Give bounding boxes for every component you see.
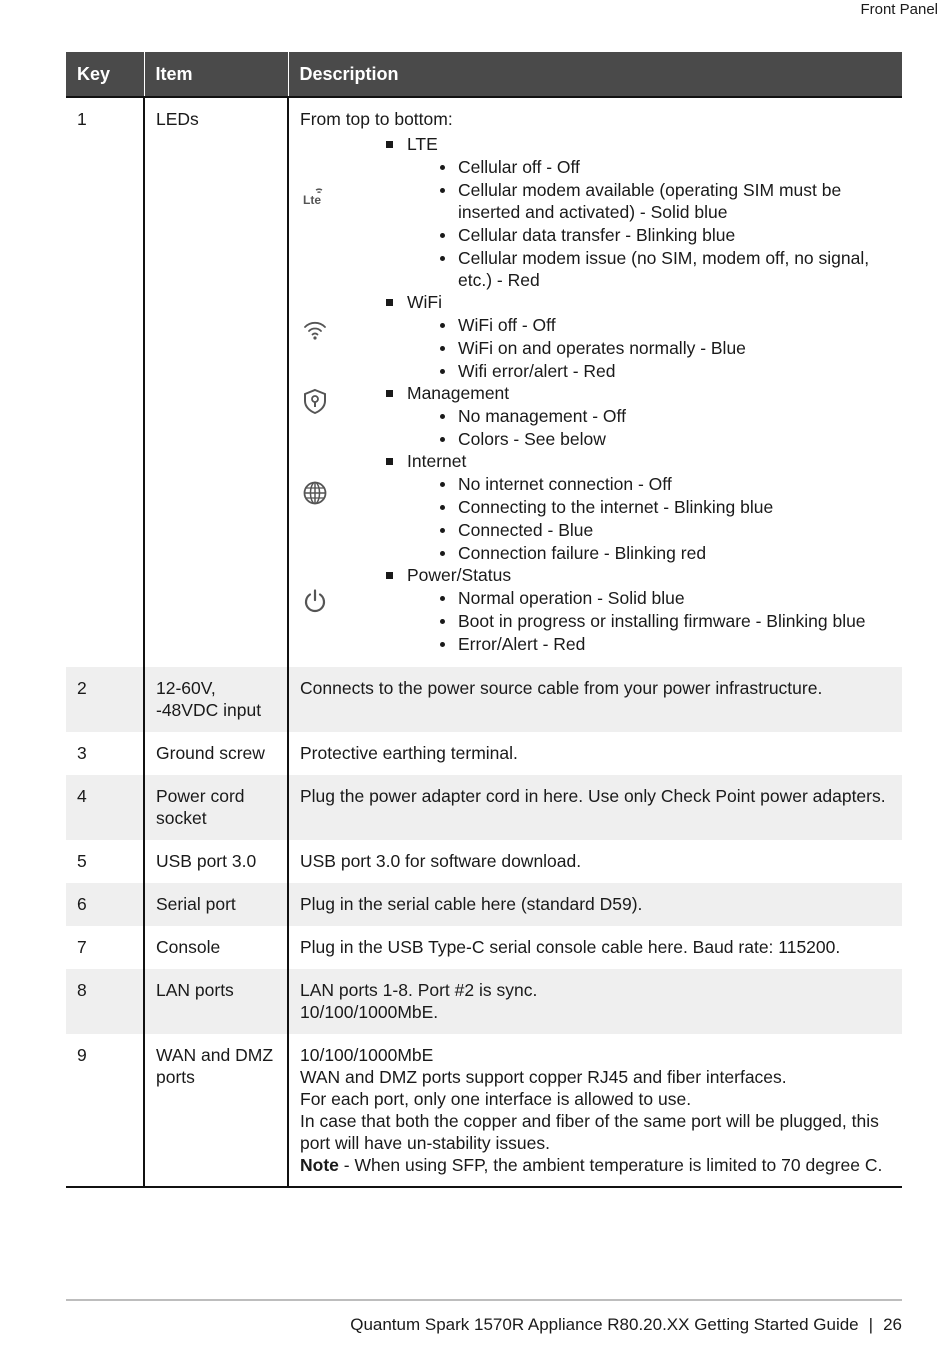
note-line bbox=[300, 1154, 891, 1176]
led-state-text: Normal operation - Solid blue bbox=[458, 588, 685, 608]
led-state-text: Connection failure - Blinking red bbox=[458, 543, 707, 563]
description-line: For each port, only one interface is allowed to use. bbox=[300, 1089, 692, 1109]
footer-title: Quantum Spark 1570R Appliance R80.20.XX Getting Started Guide bbox=[350, 1315, 859, 1334]
page-number: 26 bbox=[883, 1315, 902, 1334]
led-state-text: Cellular modem issue (no SIM, modem off, no signal, etc.) - Red bbox=[458, 248, 870, 290]
square-bullet-icon bbox=[386, 141, 393, 148]
led-state-item bbox=[436, 247, 891, 291]
description-cell bbox=[288, 775, 902, 840]
square-bullet-icon bbox=[386, 299, 393, 306]
table-row-leds bbox=[66, 97, 902, 667]
table-row bbox=[66, 926, 902, 969]
round-bullet-icon bbox=[440, 642, 445, 647]
led-state-text: Connecting to the internet - Blinking blue bbox=[458, 497, 774, 517]
led-state-item bbox=[436, 337, 891, 359]
led-state-text: No internet connection - Off bbox=[458, 474, 672, 494]
led-group bbox=[300, 564, 891, 655]
description-line: Plug in the serial cable here (standard D59). bbox=[300, 894, 643, 914]
description-cell bbox=[288, 1034, 902, 1187]
led-group bbox=[300, 291, 891, 382]
wifi-icon bbox=[302, 317, 328, 343]
round-bullet-icon bbox=[440, 619, 445, 624]
description-line: USB port 3.0 for software download. bbox=[300, 851, 582, 871]
item-cell: USB port 3.0 bbox=[144, 840, 288, 883]
round-bullet-icon bbox=[440, 346, 445, 351]
led-group-name: Management bbox=[407, 383, 510, 403]
lte-icon bbox=[302, 183, 328, 209]
round-bullet-icon bbox=[440, 528, 445, 533]
description-line: Connects to the power source cable from your power infrastructure. bbox=[300, 678, 823, 698]
item-cell: WAN and DMZ ports bbox=[144, 1034, 288, 1187]
section-header: Front Panel bbox=[860, 1, 938, 18]
table-row bbox=[66, 775, 902, 840]
led-group bbox=[300, 382, 891, 450]
round-bullet-icon bbox=[440, 437, 445, 442]
front-panel-table bbox=[66, 52, 902, 1188]
table-row bbox=[66, 667, 902, 732]
item-cell: Serial port bbox=[144, 883, 288, 926]
square-bullet-icon bbox=[386, 458, 393, 465]
power-icon bbox=[302, 588, 328, 614]
led-group-name: WiFi bbox=[407, 292, 442, 312]
led-state-item bbox=[436, 473, 891, 495]
table-row bbox=[66, 883, 902, 926]
table-header-row bbox=[66, 52, 902, 97]
round-bullet-icon bbox=[440, 596, 445, 601]
led-state-text: Boot in progress or installing firmware - Blinking blue bbox=[458, 611, 866, 631]
led-state-text: Connected - Blue bbox=[458, 520, 594, 540]
round-bullet-icon bbox=[440, 414, 445, 419]
led-state-text: Cellular off - Off bbox=[458, 157, 580, 177]
note-text: - When using SFP, the ambient temperature is limited to 70 degree C. bbox=[338, 1155, 883, 1175]
leds-intro: From top to bottom: bbox=[300, 109, 453, 129]
led-state-text: Wifi error/alert - Red bbox=[458, 361, 616, 381]
description-line: LAN ports 1-8. Port #2 is sync. bbox=[300, 980, 538, 1000]
led-state-item bbox=[436, 224, 891, 246]
led-state-item bbox=[436, 156, 891, 178]
footer-divider bbox=[66, 1299, 902, 1301]
round-bullet-icon bbox=[440, 551, 445, 556]
description-line: 10/100/1000MbE bbox=[300, 1045, 434, 1065]
led-state-text: No management - Off bbox=[458, 406, 626, 426]
led-group bbox=[300, 133, 891, 291]
led-state-text: Cellular data transfer - Blinking blue bbox=[458, 225, 736, 245]
item-cell: LEDs bbox=[144, 97, 288, 667]
description-line: 10/100/1000MbE. bbox=[300, 1002, 439, 1022]
table-row bbox=[66, 840, 902, 883]
description-line: WAN and DMZ ports support copper RJ45 and fiber interfaces. bbox=[300, 1067, 787, 1087]
led-state-item bbox=[436, 360, 891, 382]
key-cell: 9 bbox=[66, 1034, 144, 1187]
round-bullet-icon bbox=[440, 188, 445, 193]
table-row bbox=[66, 732, 902, 775]
description-cell bbox=[288, 732, 902, 775]
description-cell bbox=[288, 969, 902, 1034]
round-bullet-icon bbox=[440, 369, 445, 374]
description-line: In case that both the copper and fiber of the same port will be plugged, this port will have un-stability issues. bbox=[300, 1111, 879, 1153]
led-group-heading bbox=[386, 382, 891, 404]
led-state-item bbox=[436, 428, 891, 450]
description-cell bbox=[288, 883, 902, 926]
key-cell: 3 bbox=[77, 743, 87, 763]
item-cell: 12-60V, -48VDC input bbox=[144, 667, 288, 732]
led-state-item bbox=[436, 542, 891, 564]
round-bullet-icon bbox=[440, 233, 445, 238]
key-cell: 7 bbox=[77, 937, 87, 957]
column-header-item: Item bbox=[144, 52, 288, 97]
description-line: Plug in the USB Type-C serial console cable here. Baud rate: 115200. bbox=[300, 937, 841, 957]
led-state-text: Cellular modem available (operating SIM must be inserted and activated) - Solid blue bbox=[458, 180, 842, 222]
led-group-heading bbox=[386, 291, 891, 313]
led-group-name: Internet bbox=[407, 451, 467, 471]
description-line: Plug the power adapter cord in here. Use only Check Point power adapters. bbox=[300, 786, 886, 806]
led-state-item bbox=[436, 496, 891, 518]
key-cell: 5 bbox=[77, 851, 87, 871]
key-cell: 4 bbox=[66, 775, 144, 840]
round-bullet-icon bbox=[440, 256, 445, 261]
led-state-text: Error/Alert - Red bbox=[458, 634, 586, 654]
key-cell: 6 bbox=[66, 883, 144, 926]
led-group-heading bbox=[386, 133, 891, 155]
round-bullet-icon bbox=[440, 505, 445, 510]
led-group-list bbox=[300, 133, 891, 655]
shield-icon bbox=[302, 388, 328, 414]
led-state-item bbox=[436, 314, 891, 336]
footer-separator: | bbox=[868, 1315, 874, 1334]
led-state-text: Colors - See below bbox=[458, 429, 606, 449]
led-state-item bbox=[436, 610, 891, 632]
led-group bbox=[300, 450, 891, 564]
table-row bbox=[66, 1034, 902, 1187]
description-cell bbox=[288, 840, 902, 883]
round-bullet-icon bbox=[440, 323, 445, 328]
led-group-name: LTE bbox=[407, 134, 438, 154]
svg-text:Lte: Lte bbox=[303, 193, 321, 207]
description-cell bbox=[288, 97, 902, 667]
item-cell: LAN ports bbox=[144, 969, 288, 1034]
globe-icon bbox=[302, 480, 328, 506]
led-state-item bbox=[436, 405, 891, 427]
column-header-description: Description bbox=[288, 52, 902, 97]
key-cell: 1 bbox=[77, 109, 87, 129]
key-cell: 2 bbox=[66, 667, 144, 732]
table-row bbox=[66, 969, 902, 1034]
led-state-item bbox=[436, 179, 891, 223]
round-bullet-icon bbox=[440, 165, 445, 170]
led-group-heading bbox=[386, 450, 891, 472]
square-bullet-icon bbox=[386, 390, 393, 397]
led-state-text: WiFi on and operates normally - Blue bbox=[458, 338, 746, 358]
led-state-item bbox=[436, 519, 891, 541]
round-bullet-icon bbox=[440, 482, 445, 487]
item-cell: Ground screw bbox=[144, 732, 288, 775]
description-line: Protective earthing terminal. bbox=[300, 743, 518, 763]
square-bullet-icon bbox=[386, 572, 393, 579]
column-header-key: Key bbox=[66, 52, 144, 97]
description-cell bbox=[288, 926, 902, 969]
description-cell bbox=[288, 667, 902, 732]
item-cell: Power cord socket bbox=[144, 775, 288, 840]
led-group-heading bbox=[386, 564, 891, 586]
led-state-text: WiFi off - Off bbox=[458, 315, 556, 335]
led-state-item bbox=[436, 587, 891, 609]
footer bbox=[350, 1315, 902, 1335]
item-cell: Console bbox=[144, 926, 288, 969]
led-state-item bbox=[436, 633, 891, 655]
key-cell: 8 bbox=[66, 969, 144, 1034]
led-group-name: Power/Status bbox=[407, 565, 512, 585]
note-label: Note bbox=[300, 1155, 339, 1175]
